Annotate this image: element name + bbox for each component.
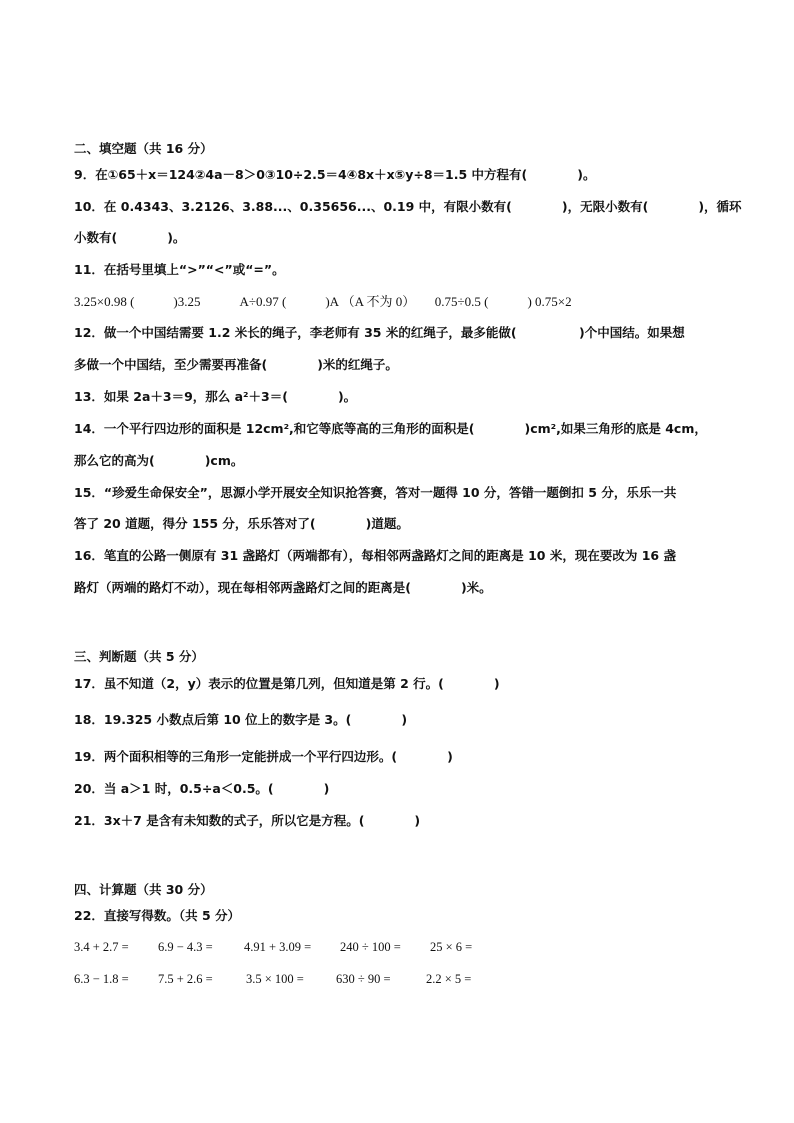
- question-10-line1: 10．在 0.4343、3.2126、3.88...、0.35656...、0.19 中，有限小数有( )，无限小数有( )，循环: [74, 199, 742, 214]
- question-11-items: 3.25×0.98 ( )3.25 A÷0.97 ( )A （A 不为 0） 0.75÷0.5 ( ) 0.75×2: [74, 294, 572, 309]
- question-18: 18．19.325 小数点后第 10 位上的数字是 3。( ): [74, 712, 408, 727]
- calc-item: 3.4 + 2.7 =: [74, 940, 129, 954]
- question-12-line1: 12．做一个中国结需要 1.2 米长的绳子，李老师有 35 米的红绳子，最多能做( )个中国结。如果想: [74, 325, 685, 340]
- question-16-line1: 16．笔直的公路一侧原有 31 盏路灯（两端都有），每相邻两盏路灯之间的距离是 10 米，现在要改为 16 盏: [74, 548, 676, 563]
- section-heading-calc: 四、计算题（共 30 分）: [74, 882, 213, 897]
- question-20: 20．当 a＞1 时，0.5÷a＜0.5。( ): [74, 781, 330, 796]
- question-22: 22．直接写得数。（共 5 分）: [74, 908, 241, 923]
- question-13: 13．如果 2a＋3＝9，那么 a²＋3＝( )。: [74, 389, 357, 404]
- calc-item: 6.9 − 4.3 =: [158, 940, 213, 954]
- question-12-line2: 多做一个中国结，至少需要再准备( )米的红绳子。: [74, 357, 398, 372]
- question-9: 9．在①65＋x＝124②4a－8＞0③10÷2.5＝4④8x＋x⑤y÷8＝1.5 中方程有( )。: [74, 167, 596, 182]
- question-17: 17．虽不知道（2，y）表示的位置是第几列，但知道是第 2 行。( ): [74, 676, 500, 691]
- calc-item: 240 ÷ 100 =: [340, 940, 401, 954]
- section-heading-fill: 二、填空题（共 16 分）: [74, 141, 213, 156]
- question-10-line2: 小数有( )。: [74, 230, 186, 245]
- calc-item: 6.3 − 1.8 =: [74, 972, 129, 986]
- calc-item: 4.91 + 3.09 =: [244, 940, 312, 954]
- calc-item: 7.5 + 2.6 =: [158, 972, 213, 986]
- question-14-line1: 14．一个平行四边形的面积是 12cm²,和它等底等高的三角形的面积是( )cm²,如果三角形的底是 4cm，: [74, 421, 707, 436]
- calc-item: 3.5 × 100 =: [246, 972, 304, 986]
- calc-item: 25 × 6 =: [430, 940, 473, 954]
- question-15-line2: 答了 20 道题，得分 155 分，乐乐答对了( )道题。: [74, 516, 409, 531]
- question-21: 21．3x＋7 是含有未知数的式子，所以它是方程。( ): [74, 813, 421, 828]
- calc-item: 630 ÷ 90 =: [336, 972, 391, 986]
- section-heading-judge: 三、判断题（共 5 分）: [74, 649, 204, 664]
- question-16-line2: 路灯（两端的路灯不动），现在每相邻两盏路灯之间的距离是( )米。: [74, 580, 492, 595]
- question-11: 11．在括号里填上“>”“<”或“=”。: [74, 262, 285, 277]
- calc-item: 2.2 × 5 =: [426, 972, 472, 986]
- question-14-line2: 那么它的高为( )cm。: [74, 453, 244, 468]
- question-19: 19．两个面积相等的三角形一定能拼成一个平行四边形。( ): [74, 749, 453, 764]
- question-15-line1: 15．“珍爱生命保安全”，思源小学开展安全知识抢答赛，答对一题得 10 分，答错一题倒扣 5 分，乐乐一共: [74, 485, 677, 500]
